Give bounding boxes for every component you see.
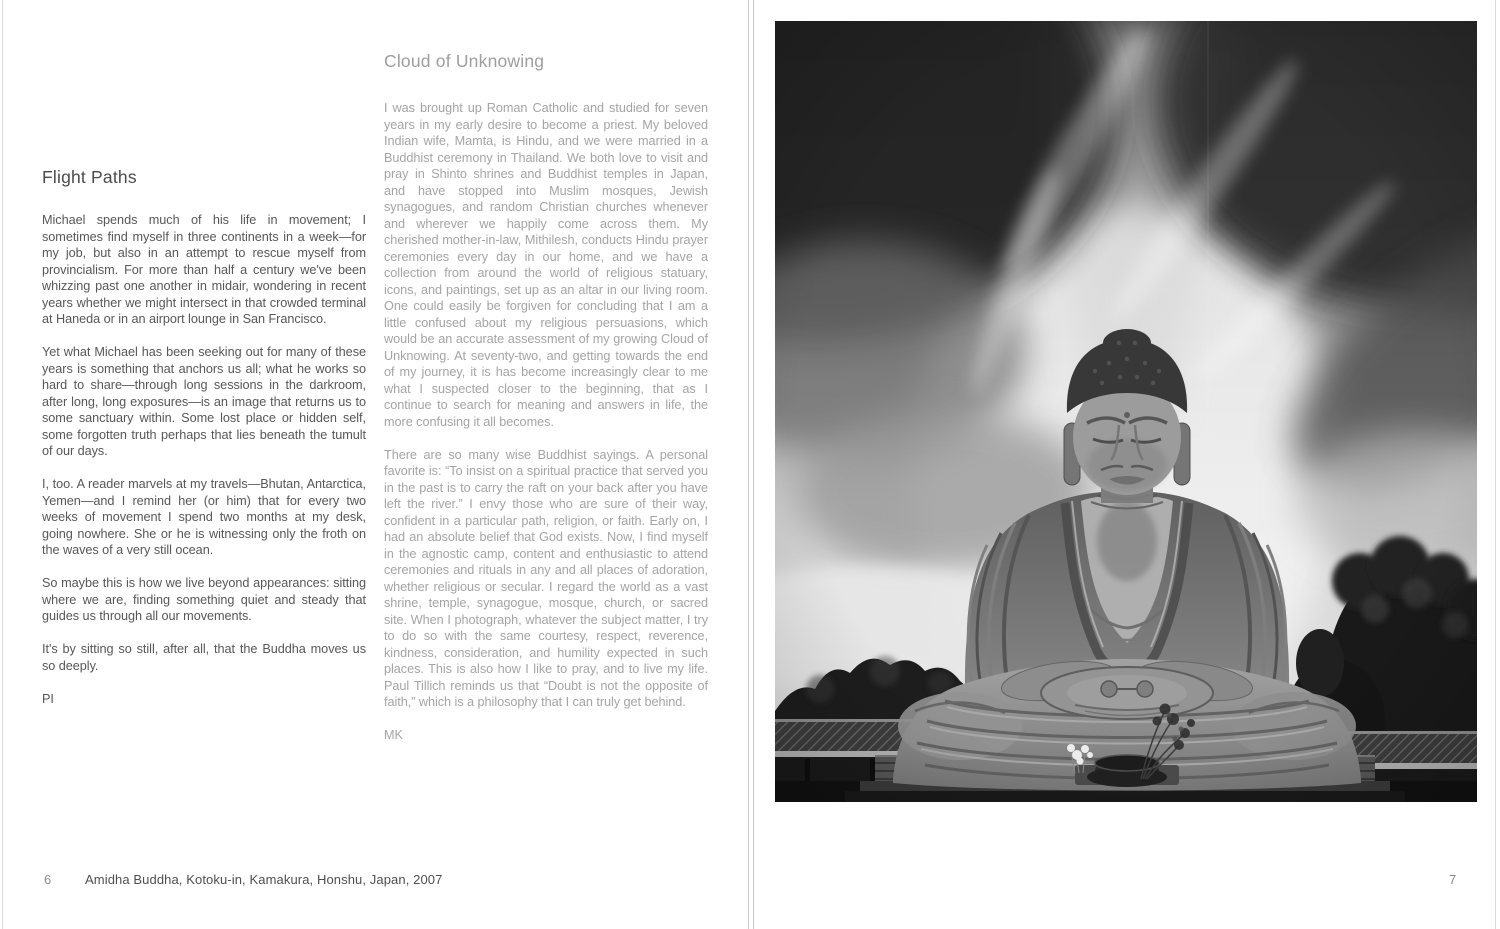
spread-gutter xyxy=(748,0,754,929)
essay2-paragraph: I was brought up Roman Catholic and studied for seven years in my early desire to become a priest. My beloved Indian wife, Mamta, is Hindu, and we were married in a Buddhist ceremony in Thailand. We both love to visit and pray in Shinto shrines and Buddhist temples in Japan, and have stopped into Muslim mosques, Jewish synagogues, and random Christian churches whenever and wherever we happily come across them. My cherished mother-in-law, Mithilesh, conducts Hindu prayer ceremonies every day in our home, and we have a collection from around the world of religious statuary, icons, and paintings, set up as an altar in our living room. One could easily be forgiven for concluding that I am a little confused about my religious persuasions, which would be an accurate assessment of my growing Cloud of Unknowing. At seventy-two, and getting towards the end of my journey, it is has become increasingly clear to me what I suspected closer to the beginning, that as I continue to search for meaning and answers in life, the more confusing it all becomes. xyxy=(384,101,708,429)
buddha-photo-illustration xyxy=(775,21,1477,802)
page-number-left: 6 xyxy=(44,872,52,887)
essay1-body xyxy=(42,212,366,707)
essay1-paragraph: So maybe this is how we live beyond appearances: sitting where we are, finding something quiet and steady that guides us through all our movements. xyxy=(42,576,366,623)
photo-caption: Amidha Buddha, Kotoku-in, Kamakura, Honshu, Japan, 2007 xyxy=(85,872,443,887)
essay2-title: Cloud of Unknowing xyxy=(384,51,545,71)
essay1-paragraph: I, too. A reader marvels at my travels—Bhutan, Antarctica, Yemen—and I remind her (or him) that for every two weeks of movement I spend two months at my desk, going nowhere. She or he is witnessing only the froth on the waves of a very still ocean. xyxy=(42,477,366,557)
essay1-paragraph: Michael spends much of his life in movement; I sometimes find myself in three continents in a week—for my job, but also in an attempt to rescue myself from provincialism. For more than half a century we've been whizzing past one another in midair, wondering in recent years whether we might intersect in that crowded terminal at Haneda or in an airport lounge in San Francisco. xyxy=(42,213,366,326)
left-page-edge-line xyxy=(2,0,3,929)
essay1-paragraph: Yet what Michael has been seeking out for many of these years is something that anchors us all; what he works so hard to share—through long sessions in the darkroom, after long, long exposures—is an image that returns us to some sanctuary within. Some lost place or hidden self, some forgotten truth perhaps that lies beneath the tumult of our days. xyxy=(42,345,366,458)
buddha-photograph xyxy=(775,21,1477,802)
right-page-edge-line xyxy=(1495,0,1496,929)
essay1-title: Flight Paths xyxy=(42,167,137,187)
essay2-body xyxy=(384,100,708,744)
essay2-paragraph: There are so many wise Buddhist sayings. A personal favorite is: “To insist on a spiritual practice that served you in the past is to carry the raft on your back after you have left the river.” I envy those who are sure of their way, confident in a particular path, religion, or faith. Early on, I had an absolute belief that God exists. Now, I find myself in the agnostic camp, content and enthusiastic to attend ceremonies and rituals in any and all places of adoration, whether religious or secular. I regard the world as a vast shrine, temple, synagogue, mosque, church, or sacred site. When I photograph, whatever the subject matter, I try to do so with the same courtesy, respect, reverence, kindness, consideration, and humility expected in such places. This is also how I like to pray, and to live my life. Paul Tillich reminds us that “Doubt is not the opposite of faith,” which is a philosophy that I can truly get behind. xyxy=(384,447,708,709)
essay1-paragraph: It's by sitting so still, after all, that the Buddha moves us so deeply. xyxy=(42,642,366,673)
essay-flight-paths xyxy=(42,167,366,707)
caption-row xyxy=(0,872,748,892)
essay-cloud-of-unknowing xyxy=(384,51,708,744)
page-number-right: 7 xyxy=(1449,872,1457,887)
essay1-signature: PI xyxy=(42,691,54,706)
essay2-signature: MK xyxy=(384,728,403,742)
